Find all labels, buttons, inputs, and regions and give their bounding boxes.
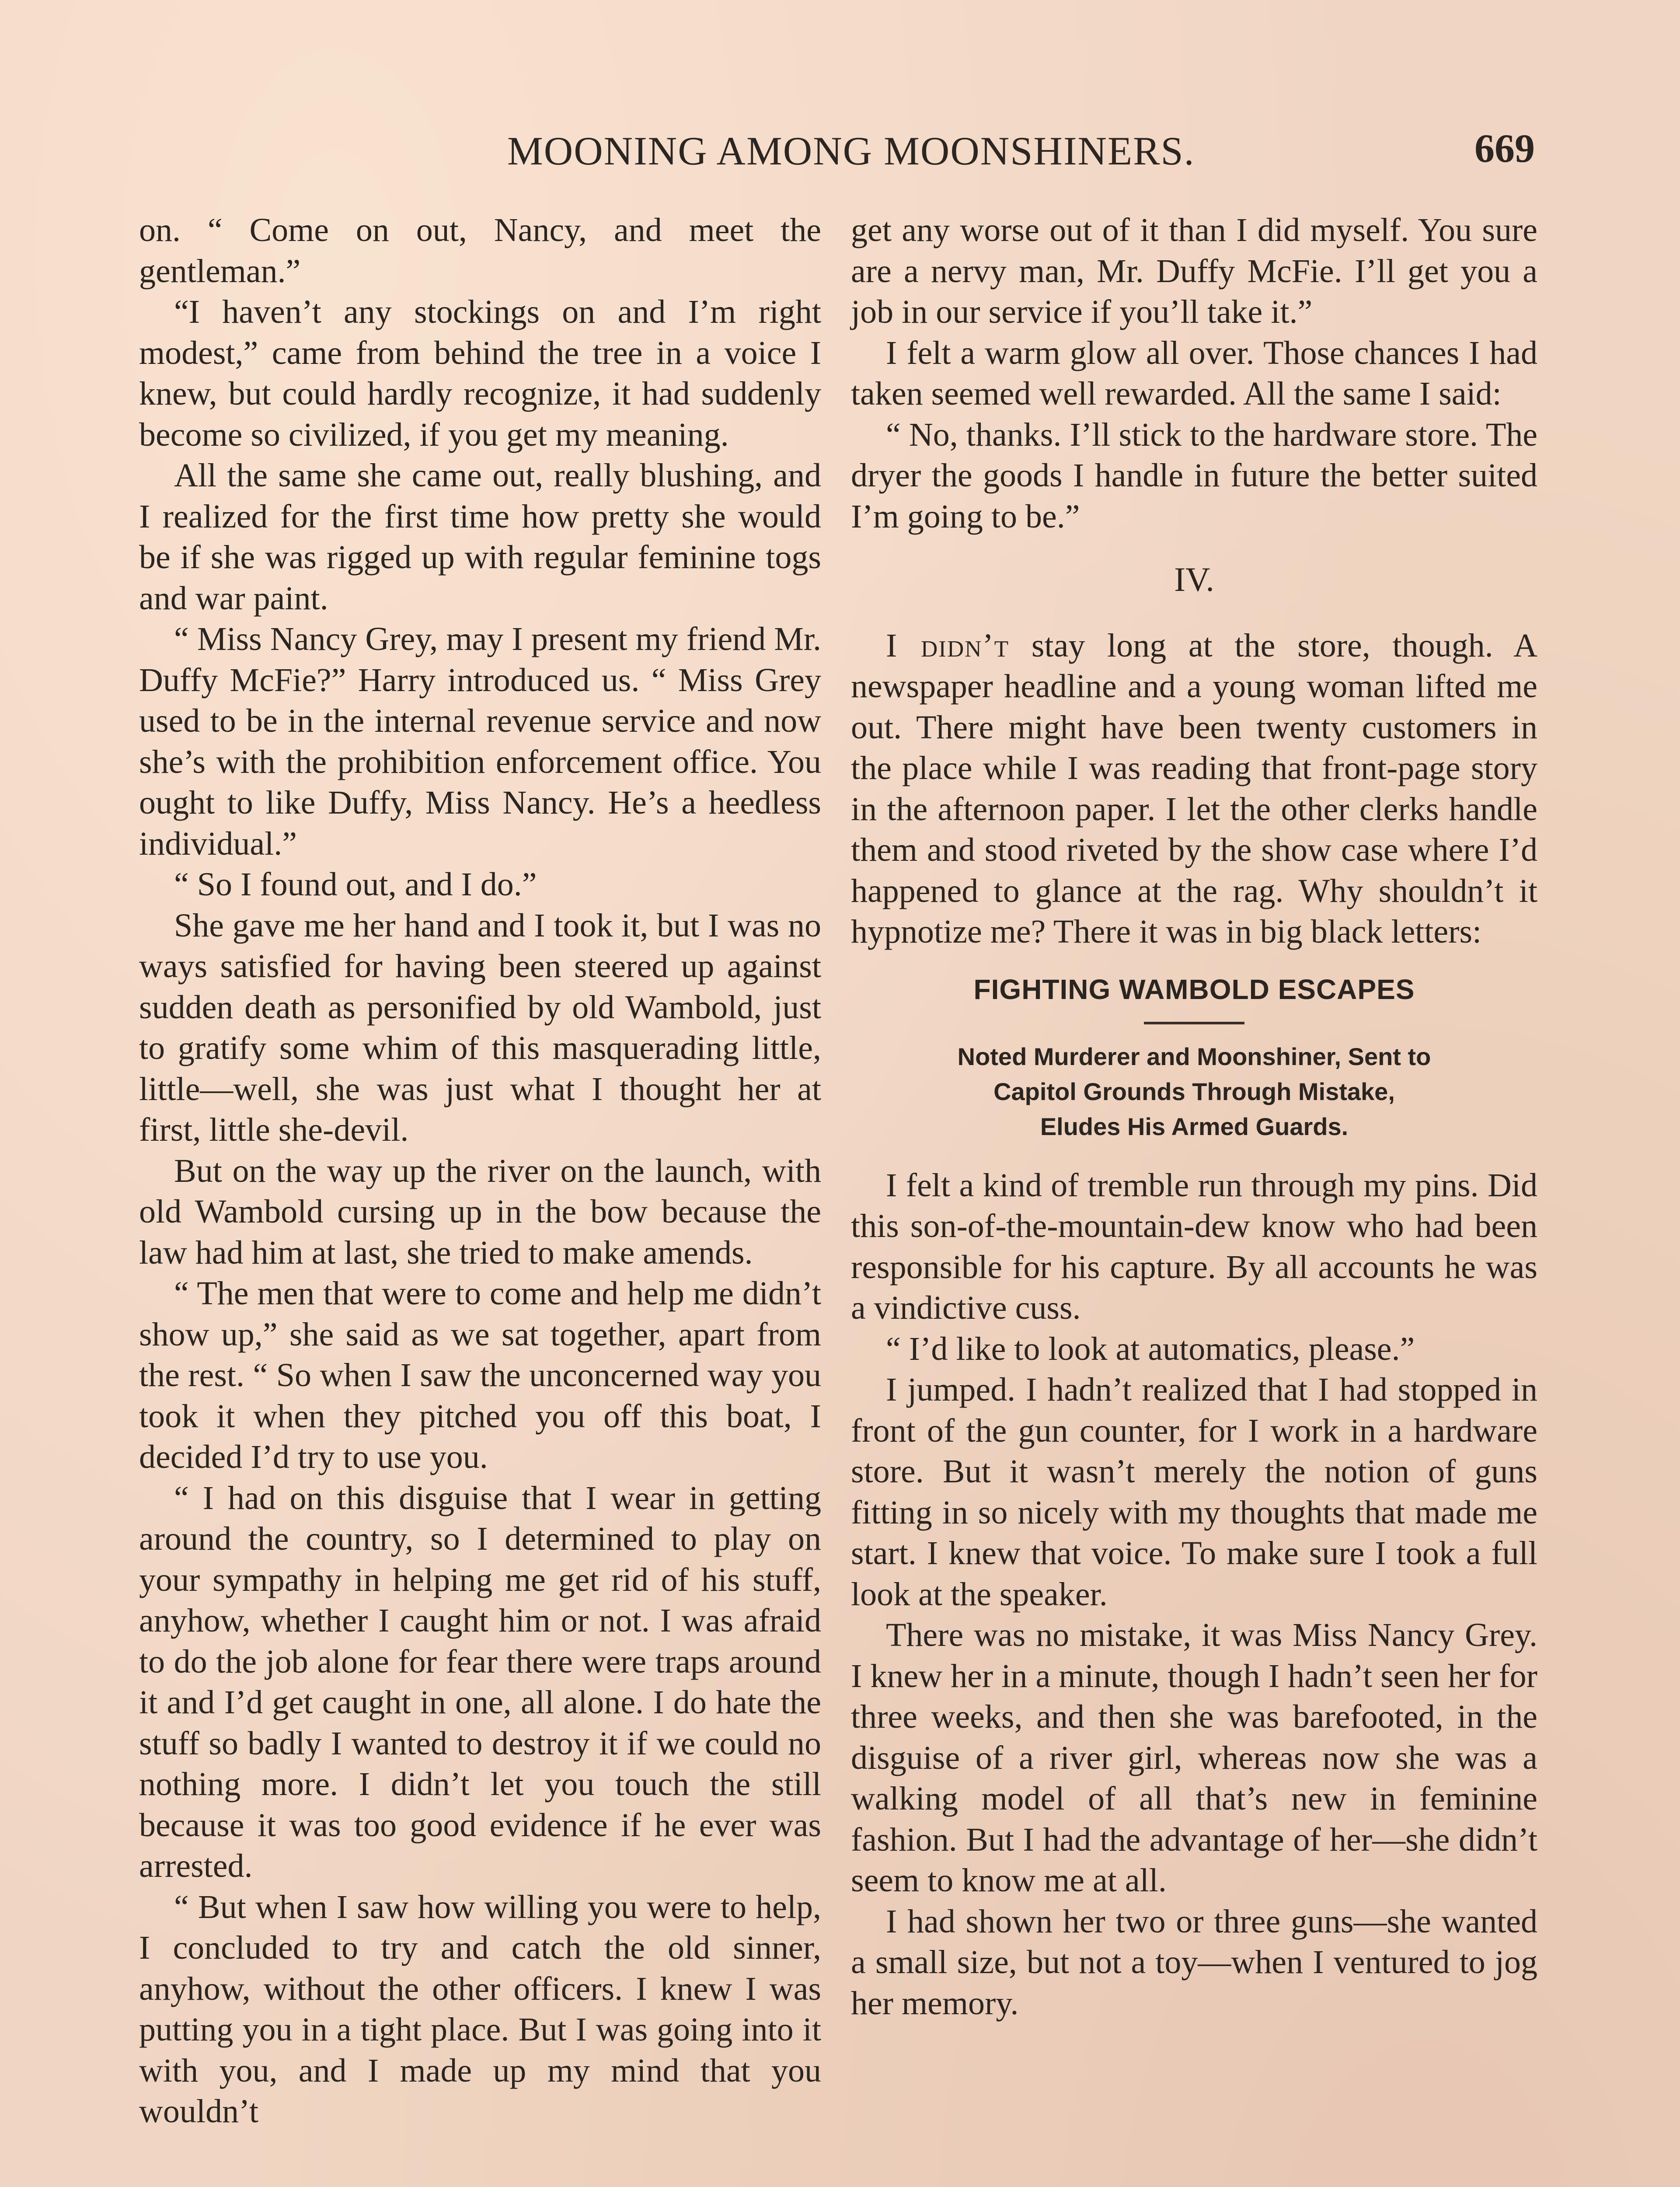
paragraph: “ Miss Nancy Grey, may I present my friend Mr. Duffy McFie?” Harry introduced us. “ Miss Grey used to be in the internal revenue service and now she’s with the prohibition enforcement office. You ought to like Duffy, Miss Nancy. He’s a heedless individual.” — [139, 621, 821, 862]
paragraph: She gave me her hand and I took it, but I was no ways satisfied for having been steered up against sudden death as personified by old Wambold, just to gratify some whim of this masquerading little, little—well, she was just what I thought her at first, little she-devil. — [139, 907, 821, 1148]
paragraph: There was no mistake, it was Miss Nancy Grey. I knew her in a minute, though I hadn’t seen her for three weeks, and then she was barefooted, in the disguise of a river girl, whereas now she was a walking model of all that’s new in feminine fashion. But I had the advantage of her—she didn’t seem to know me at all. — [851, 1617, 1537, 1899]
paragraph: But on the way up the river on the launch, with old Wambold cursing up in the bow because the law had him at last, she tried to make amends. — [139, 1152, 821, 1271]
page-number: 669 — [1474, 126, 1535, 171]
paragraph: “I haven’t any stockings on and I’m right modest,” came from behind the tree in a voice I knew, but could hardly recognize, it had suddenly become so civilized, if you get my meaning. — [139, 293, 821, 453]
section-first-rest: stay long at the store, though. A newspaper headline and a young woman lifted me out. There might have been twenty customers in the place while I was reading that front-page story in the afternoon paper. I let the other clerks handle them and stood riveted by the show case where I’d happened to glance at the rag. Why shouldn’t it hypnotize me? There it was in big black letters: — [851, 627, 1537, 950]
running-header-title: MOONING AMONG MOONSHINERS. — [507, 129, 1195, 173]
paragraph: “ I’d like to look at automatics, please.” — [886, 1330, 1415, 1367]
paragraph: “ No, thanks. I’ll stick to the hardware store. The dryer the goods I handle in future the better suited I’m going to be.” — [851, 416, 1537, 535]
paragraph: “ The men that were to come and help me didn’t show up,” she said as we sat together, apart from the rest. “ So when I saw the unconcerned way you took it when they pitched you off this boat, I decided I’d try to use you. — [139, 1275, 821, 1475]
section-first-word: I didn’t — [886, 627, 1010, 664]
headline-divider — [1144, 1022, 1244, 1024]
subheadline-line: Noted Murderer and Moonshiner, Sent to — [957, 1042, 1431, 1070]
newspaper-subheadline — [851, 1039, 1537, 1144]
paragraph: All the same she came out, really blushing, and I realized for the first time how pretty she would be if she was rigged up with regular feminine togs and war paint. — [139, 457, 821, 617]
section-number: IV. — [1174, 560, 1214, 598]
paragraph: “ I had on this disguise that I wear in getting around the country, so I determined to play on your sympathy in helping me get rid of his stuff, anyhow, whether I caught him or not. I was afraid to do the job alone for fear there were traps around it and I’d get caught in one, all alone. I do hate the stuff so badly I wanted to destroy it if we could no nothing more. I didn’t let you touch the still because it was too good evidence if he ever was arrested. — [139, 1479, 821, 1884]
paragraph: I felt a kind of tremble run through my pins. Did this son-of-the-mountain-dew know who had been responsible for his capture. By all accounts he was a vindictive cuss. — [851, 1167, 1537, 1326]
paragraph: get any worse out of it than I did myself. You sure are a nervy man, Mr. Duffy McFie. I’ll get you a job in our service if you’ll take it.” — [851, 212, 1537, 330]
newspaper-headline: FIGHTING WAMBOLD ESCAPES — [973, 973, 1415, 1005]
paragraph: I felt a warm glow all over. Those chances I had taken seemed well rewarded. All the same I said: — [851, 334, 1537, 412]
paragraph: “ So I found out, and I do.” — [174, 866, 537, 903]
paragraph: I had shown her two or three guns—she wanted a small size, but not a toy—when I ventured to jog her memory. — [851, 1903, 1537, 2022]
left-text-column — [139, 210, 821, 2132]
subheadline-line: Capitol Grounds Through Mistake, — [993, 1077, 1395, 1105]
paragraph: on. “ Come on out, Nancy, and meet the gentleman.” — [139, 212, 821, 290]
section-opening-paragraph — [851, 625, 1537, 953]
paragraph: “ But when I saw how willing you were to help, I concluded to try and catch the old sinner, anyhow, without the other officers. I knew I was putting you in a tight place. But I was going into it with you, and I made up my mind that you wouldn’t — [139, 1888, 821, 2130]
right-text-column — [851, 210, 1537, 2024]
paragraph: I jumped. I hadn’t realized that I had stopped in front of the gun counter, for I work in a hardware store. But it wasn’t merely the notion of guns fitting in so nicely with my thoughts that made me start. I knew that voice. To make sure I took a full look at the speaker. — [851, 1371, 1537, 1613]
subheadline-line: Eludes His Armed Guards. — [1040, 1112, 1349, 1140]
